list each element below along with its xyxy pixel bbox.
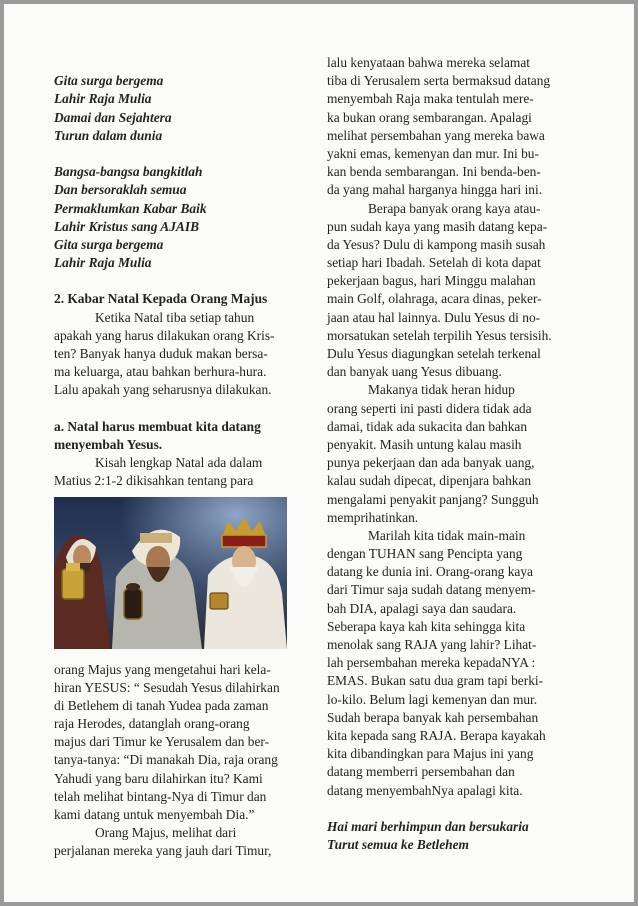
text-line: datang memberri persembahan dan [327, 764, 515, 780]
text-line: Ketika Natal tiba setiap tahun [95, 309, 255, 325]
text-line: lalu kenyataan bahwa mereka selamat [327, 55, 530, 70]
paragraph [54, 824, 292, 860]
text-line: Orang Majus, melihat dari [95, 825, 237, 841]
text-line: lo-kilo. Belum lagi kemenyan dan mur. [327, 691, 538, 707]
text-line: kita kepada sang RAJA. Berapa kayakah [327, 727, 546, 743]
text-line: datang ke dunia ini. Orang-orang kaya [327, 564, 533, 580]
text-line: kalau sudah dipecat, dipenjara bahkan [327, 473, 532, 489]
text-line: menolak sang RAJA yang lahir? Lihat- [327, 637, 537, 652]
text-line: damai, tidak ada sukacita dan bahkan [327, 418, 528, 434]
paragraph [327, 200, 589, 382]
text-line: ten? Banyak hanya duduk makan bersa- [54, 346, 268, 361]
text-line: jaan atau hal lainnya. Dulu Yesus di no- [327, 309, 541, 325]
poem-line: Turut semua ke Betlehem [327, 837, 469, 853]
poem-verse-1 [54, 72, 292, 145]
text-line: pun sudah kaya yang masih datang kepa- [327, 218, 548, 234]
text-line: dengan TUHAN sang Pencipta yang [327, 546, 523, 562]
text-line: menyembah Raja maka tentulah mere- [327, 91, 534, 107]
text-line: ma keluarga, atau bahkan berhura-hura. [54, 364, 267, 380]
text-line: morsatukan setelah terpilih Yesus tersisih. [327, 327, 552, 343]
text-line: da Yesus? Dulu di kampong masih susah [327, 236, 546, 252]
text-line: melihat persembahan yang mereka bawa [327, 127, 545, 143]
closing-verse [327, 818, 589, 854]
text-line: Lalu apakah yang seharusnya dilakukan. [54, 382, 272, 398]
text-line: orang seperti ini pasti didera tidak ada [327, 400, 532, 416]
text-line: mengalami penyakit panjang? Sungguh [327, 491, 539, 507]
text-line: EMAS. Bukan satu dua gram tapi berki- [327, 673, 544, 689]
text-line: Matius 2:1-2 dikisahkan tentang para [54, 473, 254, 489]
text-line: raja Herodes, datanglah orang-orang [54, 716, 250, 732]
poem-line: Permaklumkan Kabar Baik [54, 200, 207, 216]
text-line: dan banyak uang Yesus dibuang. [327, 364, 502, 380]
text-line: Seberapa kaya kah kita sehingga kita [327, 618, 526, 634]
text-line: Sudah berapa banyak kah persembahan [327, 709, 539, 725]
text-line: kita dibandingkan para Majus ini yang [327, 746, 534, 762]
text-line: bah DIA, apalagi saya dan saudara. [327, 600, 517, 616]
poem-line: Damai dan Sejahtera [54, 109, 172, 125]
text-line: Marilah kita tidak main-main [368, 527, 526, 543]
text-line: main Golf, olahraga, acara dinas, peker- [327, 291, 542, 307]
paragraph [327, 527, 589, 800]
magi-illustration [54, 497, 287, 649]
text-line: Berapa banyak orang kaya atau- [368, 200, 541, 216]
text-line: tanya-tanya: “Di manakah Dia, raja orang [54, 752, 278, 768]
poem-line: Lahir Kristus sang AJAIB [54, 218, 200, 234]
poem-line: Gita surga bergema [54, 236, 164, 252]
subheading: a. Natal harus membuat kita datang [54, 418, 261, 434]
text-line: yakni emas, kemenyan dan mur. Ini bu- [327, 145, 539, 161]
text-line: apakah yang harus dilakukan orang Kris- [54, 327, 275, 343]
text-line: ka bukan orang sembarangan. Apalagi [327, 109, 532, 125]
subheading: menyembah Yesus. [54, 436, 163, 452]
left-column [54, 54, 292, 861]
text-line: tiba di Yerusalem serta bermaksud datang [327, 73, 551, 89]
poem-line: Lahir Raja Mulia [54, 255, 152, 271]
right-column [327, 54, 589, 854]
text-line: lah persembahan mereka kepadaNYA : [327, 655, 536, 671]
poem-line: Gita surga bergema [54, 73, 164, 89]
section-heading: 2. Kabar Natal Kepada Orang Majus [54, 291, 268, 307]
text-line: majus dari Timur ke Yerusalem dan ber- [54, 734, 270, 750]
poem-line: Hai mari berhimpun dan bersukaria [327, 818, 529, 834]
text-line: di Betlehem di tanah Yudea pada zaman [54, 697, 269, 713]
paragraph [54, 661, 292, 825]
paragraph [327, 381, 589, 527]
paragraph [54, 309, 292, 400]
paragraph [54, 454, 292, 490]
text-line: Makanya tidak heran hidup [368, 382, 515, 398]
text-line: dari Timur saja sudah datang menyem- [327, 582, 536, 598]
text-line: Yahudi yang baru dilahirkan itu? Kami [54, 770, 263, 786]
text-line: setiap hari Ibadah. Setelah di kota dapat [327, 255, 541, 271]
poem-line: Turun dalam dunia [54, 127, 163, 143]
poem-line: Bangsa-bangsa bangkitlah [54, 164, 203, 180]
text-line: punya pekerjaan dan ada banyak uang, [327, 455, 535, 471]
paragraph [327, 54, 589, 200]
text-line: pekerjaan bagus, hari Minggu malahan [327, 273, 536, 289]
text-line: memprihatinkan. [327, 509, 419, 525]
text-line: da yang mahal harganya hingga hari ini. [327, 182, 543, 198]
text-line: kami datang untuk menyembah Dia.” [54, 807, 255, 822]
text-line: orang Majus yang mengetahui hari kela- [54, 661, 271, 677]
text-line: penyakit. Masih untung kalau masih [327, 436, 522, 452]
text-line: Kisah lengkap Natal ada dalam [95, 455, 263, 471]
text-line: Dulu Yesus diagungkan setelah terkenal [327, 346, 541, 361]
text-line: telah melihat bintang-Nya di Timur dan [54, 788, 267, 804]
poem-line: Dan bersoraklah semua [54, 182, 187, 198]
document-page [4, 4, 634, 902]
text-line: hiran YESUS: “ Sesudah Yesus dilahirkan [54, 679, 280, 695]
text-line: perjalanan mereka yang jauh dari Timur, [54, 843, 272, 859]
text-line: datang menyembahNya apalagi kita. [327, 782, 523, 798]
poem-verse-2 [54, 163, 292, 272]
poem-line: Lahir Raja Mulia [54, 91, 152, 107]
text-line: kan benda sembarangan. Ini benda-ben- [327, 164, 541, 180]
